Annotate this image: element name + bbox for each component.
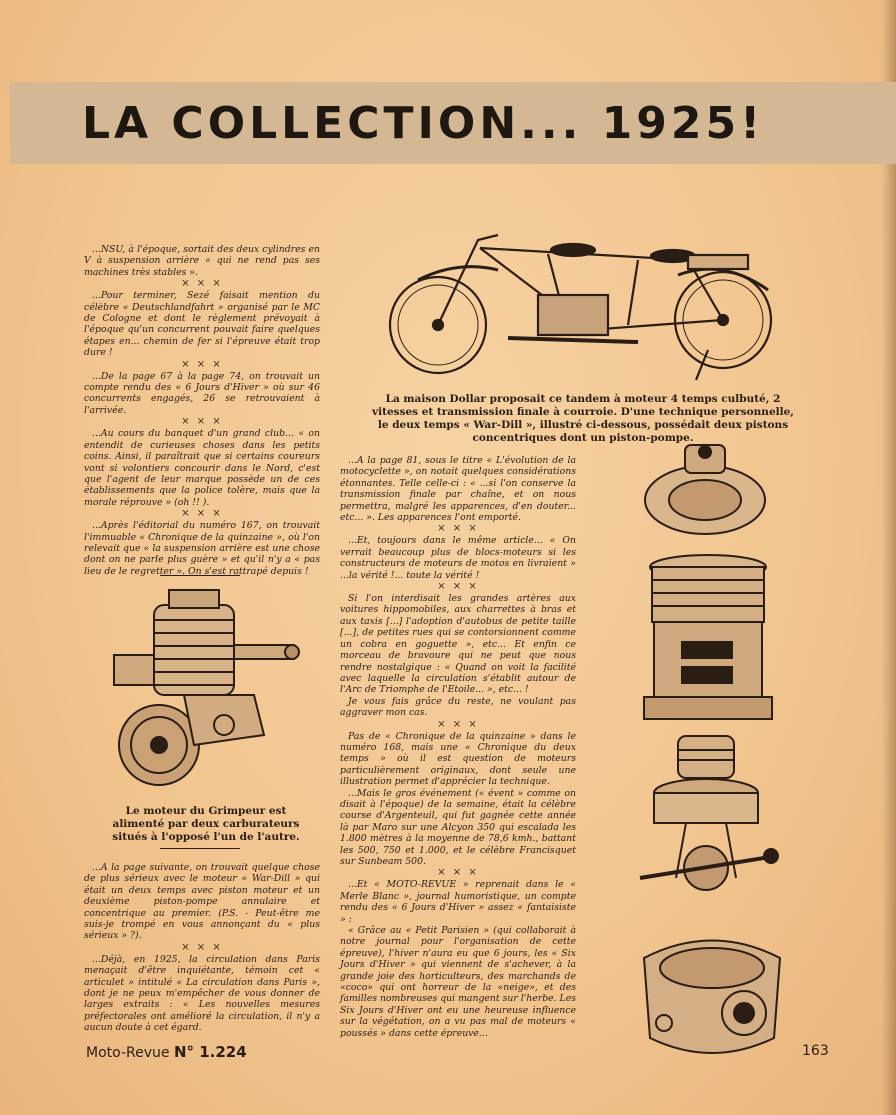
separator: × × ×	[437, 867, 479, 879]
left-column-bottom	[84, 862, 320, 1034]
separator: × × ×	[437, 718, 479, 730]
tandem-motorcycle-illustration	[388, 220, 780, 385]
title-band	[10, 82, 896, 164]
page-edge-shadow	[882, 0, 896, 1115]
divider-rule	[160, 848, 240, 849]
cylinder-head-illustration	[640, 440, 770, 540]
engine-caption: Le moteur du Grimpeur est alimenté par deux carburateurs situés à l'opposé l'un de l'autre.	[112, 805, 300, 843]
left-column-top	[84, 244, 320, 577]
paragraph: ...A la page 81, sous le titre « L'évolution de la motocyclette », on notait quelques considérations étonnantes. Telle celle-ci : « ...si l'on conserve la transmission finale par chaîne, et on nous permettra, malgré les apparences, d'en douter... etc... ». Les apparences l'ont emporté.	[340, 455, 576, 524]
paragraph: Pas de « Chronique de la quinzaine » dans le numéro 168, mais une « Chronique du deux temps » où il est question de moteurs particulièrement originaux, dont seule une illustration permet d'apprécier la technique.	[340, 730, 576, 788]
cylinder-barrel-illustration	[642, 552, 774, 724]
middle-column	[340, 455, 576, 1039]
page-title: LA COLLECTION... 1925!	[82, 97, 765, 149]
issue-number: N° 1.224	[173, 1043, 247, 1061]
footer-magazine	[86, 1043, 247, 1061]
paragraph: ...Après l'éditorial du numéro 167, on trouvait l'immuable « Chronique de la quinzaine », où l'on relevait que « la suspension arrière est une chose dont on ne parle plus guère » et qu'il n'y a « pas lieu de le regretter ». On s'est rattrapé depuis !	[84, 520, 320, 577]
grimpeur-engine-illustration	[104, 585, 304, 795]
paragraph: ...Au cours du banquet d'un grand club... « on entendit de curieuses choses dans les petits coins. Ainsi, il paraîtrait que si certains coureurs vont si volontiers concourir dans le Nord, c'est que l'agent de leur marque possède un de ces établissements que la police tolère, mais que la morale réprouve » (oh !! ).	[84, 428, 320, 508]
magazine-name: Moto-Revue	[86, 1045, 170, 1061]
separator: × × ×	[181, 941, 223, 953]
piston-crankshaft-illustration	[636, 728, 786, 908]
paragraph: ...Pour terminer, Sezé faisait mention du célèbre « Deutschlandfahrt » organisé par le MC de Cologne et dont le règlement prévoyait à l'époque qu'un concurrent pouvait faire quelques étapes en... chemin de fer si l'épreuve était trop dure !	[84, 290, 320, 359]
page-number: 163	[802, 1043, 829, 1059]
divider-rule	[160, 575, 240, 576]
separator: × × ×	[181, 508, 223, 520]
separator: × × ×	[181, 278, 223, 290]
separator: × × ×	[181, 416, 223, 428]
paragraph: ...Mais le gros événement (« évent » comme on disait à l'époque) de la semaine, était la célèbre course d'Argenteuil, qui fut gagnée cette année là par Maro sur une Alcyon 350 qui escalada les 1.800 mètres à la moyenne de 78,6 kmh., battant les 500, 750 et 1.000, et le célèbre Francisquet sur Sunbeam 500.	[340, 787, 576, 867]
separator: × × ×	[181, 358, 223, 370]
crankcase-illustration	[634, 928, 790, 1068]
separator: × × ×	[437, 523, 479, 535]
separator: × × ×	[437, 581, 479, 593]
paragraph: ...Déjà, en 1925, la circulation dans Paris menaçait d'être inquiétante, témoin cet « articulet » intitulé « La circulation dans Paris », dont je ne peux m'empêcher de vous donner de larges extraits : « Les nouvelles mesures préfectorales ont amélioré la circulation, il n'y a aucun doute à cet égard.	[84, 953, 320, 1034]
bike-caption: La maison Dollar proposait ce tandem à moteur 4 temps culbuté, 2 vitesses et transmission finale à courroie. D'une technique personnelle, le deux temps « War-Dill », illustré ci-dessous, possédait deux pistons concentriques dont un piston-pompe.	[372, 393, 794, 444]
paragraph: ...NSU, à l'époque, sortait des deux cylindres en V à suspension arrière « qui ne rend pas ses machines très stables ».	[84, 244, 320, 278]
paragraph: ...Et « MOTO-REVUE » reprenait dans le « Merle Blanc », journal humoristique, un compte rendu des « 6 Jours d'Hiver » assez « fantaisiste » :	[340, 879, 576, 925]
paragraph: ...De la page 67 à la page 74, on trouvait un compte rendu des « 6 Jours d'Hiver » où sur 46 concurrents engagés, 26 se retrouvaient à l'arrivée.	[84, 370, 320, 416]
paragraph: « Grâce au « Petit Parisien » (qui collaborait à notre journal pour l'organisation de cette épreuve), l'hiver n'aura eu que 6 jours, les « Six Jours d'Hiver » qui viennent de s'achever, à la grande joie des horticulteurs, des marchands de «coco» qui ont horreur de la «neige», et des familles nombreuses qui mangent sur l'herbe. Les Six Jours d'Hiver ont eu une heureuse influence sur la végétation, on a vu pas mal de moteurs « poussés » dans cette épreuve...	[340, 925, 577, 1039]
paragraph: ...Et, toujours dans le même article... « On verrait beaucoup plus de blocs-moteurs si les constructeurs de moteurs de motos en livraient » ...la vérité !... toute la vérité !	[340, 535, 576, 581]
paragraph: Si l'on interdisait les grandes artères aux voitures hippomobiles, aux charrettes à bras et aux taxis [...] l'adoption d'autobus de petite taille [...], de petites rues qui se contorsionnent comme un cobra en goguette », etc... Et enfin ce morceau de bravoure qui ne peut que nous rendre nostalgique : « Quand on voit la facilité avec laquelle la circulation s'établit autour de l'Arc de Triomphe de l'Etoile... », etc... !	[340, 593, 576, 696]
paragraph: Je vous fais grâce du reste, ne voulant pas aggraver mon cas.	[340, 695, 576, 719]
paragraph: ...A la page suivante, on trouvait quelque chose de plus sérieux avec le moteur « War-Dill » qui était un deux temps avec piston moteur et un deuxième piston-pompe annulaire et concentrique au premier. (P.S. - Peut-être me suis-je trompé en vous annonçant du « plus sérieux » ?).	[84, 862, 320, 942]
